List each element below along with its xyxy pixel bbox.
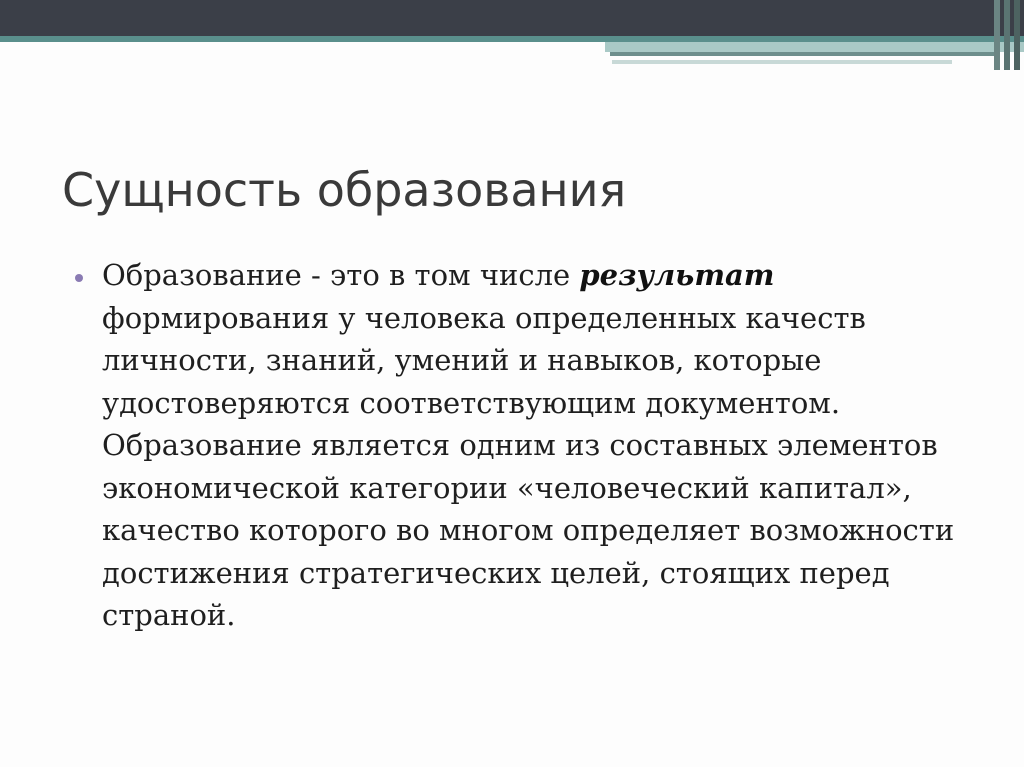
header-accent-stripe-light: [605, 42, 1024, 52]
header-accent-line: [610, 52, 1000, 56]
bullet-text-rest: формирования у человека определенных качеств личности, знаний, умений и навыков, которые удостоверяются соответствующим документом. Образование является одним из составных элементов экономической категории «человеческий капитал», качество которого во многом определяет возможности достижения стратегических целей, стоящих перед страной.: [102, 300, 955, 632]
header-band: [0, 0, 1024, 36]
slide-body: [72, 254, 972, 637]
bullet-item: [72, 254, 972, 637]
header-notch-bar: [1014, 0, 1020, 70]
bullet-text-start: Образование - это в том числе: [102, 258, 580, 292]
header-notch-bar: [1004, 0, 1010, 70]
bullet-dot-icon: [75, 274, 83, 282]
header-accent-line-light: [612, 60, 952, 64]
slide-title: Сущность образования: [62, 163, 627, 217]
bullet-emphasis: результат: [579, 258, 775, 292]
header-notch-bar: [994, 0, 1000, 70]
